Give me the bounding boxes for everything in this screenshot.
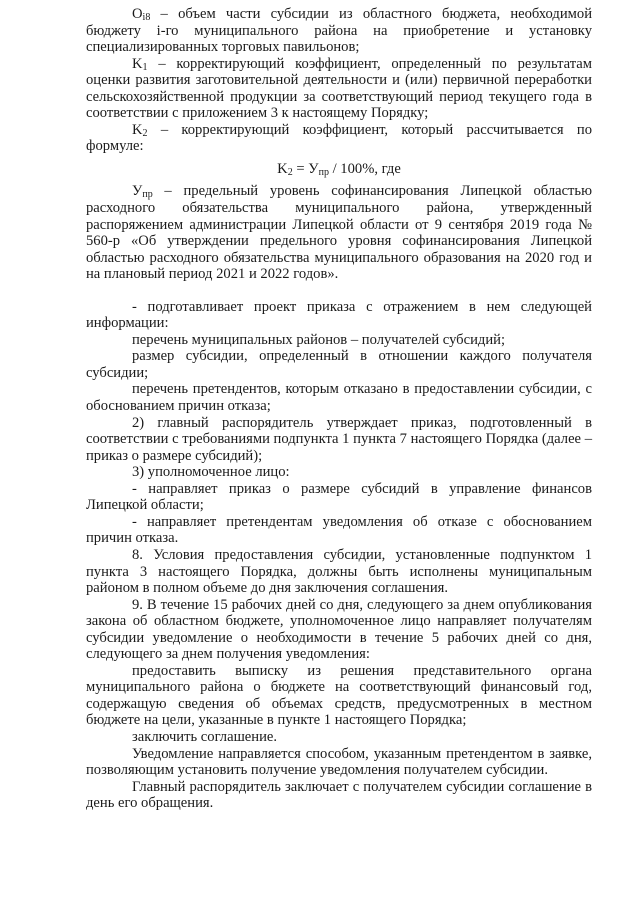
notice-method-paragraph: Уведомление направляется способом, указанным претендентом в заявке, позволяющим установить получение уведомления получателем субсидии. <box>86 745 592 779</box>
districts-list-paragraph: перечень муниципальных районов – получателей субсидий; <box>132 331 505 348</box>
o-definition-paragraph: $O_{i8}$ – объем части субсидии из областного бюджета, необходимой бюджету i-го муниципального района на приобретение и установку специализированных торговых павильонов; <box>86 6 592 56</box>
authorized-person-paragraph: 3) уполномоченное лицо: <box>132 464 290 481</box>
chief-approves-paragraph: 2) главный распорядитель утверждает приказ, подготовленный в соответствии с требованиями подпункта 1 пункта 7 настоящего Порядка (далее – приказ о размере субсидий); <box>86 414 592 464</box>
prepare-order-paragraph: - подготавливает проект приказа с отражением в нем следующей информации: <box>86 298 592 332</box>
k2-formula: $K_2 = У_{пр} / 100\%$, где <box>277 160 401 178</box>
k2-definition-paragraph: $K_2$ – корректирующий коэффициент, который рассчитывается по формуле: <box>86 121 592 155</box>
subsidy-size-paragraph: размер субсидии, определенный в отношении каждого получателя субсидии; <box>86 348 592 381</box>
item-8-paragraph: 8. Условия предоставления субсидии, установленные подпунктом 1 пункта 3 настоящего Порядка, должны быть исполнены муниципальным районом в полном объеме до дня заключения соглашения. <box>86 546 592 597</box>
refused-applicants-paragraph: перечень претендентов, которым отказано в предоставлении субсидии, с обоснованием причин отказа; <box>86 381 592 415</box>
sends-order-paragraph: - направляет приказ о размере субсидий в управление финансов Липецкой области; <box>86 480 592 514</box>
upr-definition-paragraph: $У_{пр}$ – предельный уровень софинансирования Липецкой областью расходного обязательства муниципального района, утвержденный распоряжением администрации Липецкой области от 9 сентября 2019 года № 560-р «Об утверждении предельного уровня софинансирования Липецкой областью расходного обязательства муниципального образования на 2020 год и на плановый период 2021 и 2022 годов». <box>86 183 592 283</box>
k1-definition-paragraph: $K_1$ – корректирующий коэффициент, определенный по результатам оценки развития заготовительной деятельности и (или) первичной переработки сельскохозяйственной продукции за соответствующий период текущего года в соответствии с приложением 3 к настоящему Порядку; <box>86 55 592 122</box>
conclude-agreement-paragraph: заключить соглашение. <box>132 728 278 745</box>
item-9-paragraph: 9. В течение 15 рабочих дней со дня, следующего за днем опубликования закона об областном бюджете, уполномоченное лицо направляет получателям субсидии уведомление о необходимости в течение 5 рабочих дней со дня, следующего за днем получения уведомления: <box>86 596 592 663</box>
provide-extract-paragraph: предоставить выписку из решения представительного органа муниципального района о бюджете на соответствующий финансовый год, содержащую сведения об объемах средств, предусмотренных в местном бюджете на цели, указанные в пункте 1 настоящего Порядка; <box>86 662 592 729</box>
sends-refusal-paragraph: - направляет претендентам уведомления об отказе с обоснованием причин отказа. <box>86 513 592 547</box>
paragraph-gap <box>86 283 592 299</box>
chief-concludes-paragraph: Главный распорядитель заключает с получателем субсидии соглашение в день его обращения. <box>86 778 592 812</box>
